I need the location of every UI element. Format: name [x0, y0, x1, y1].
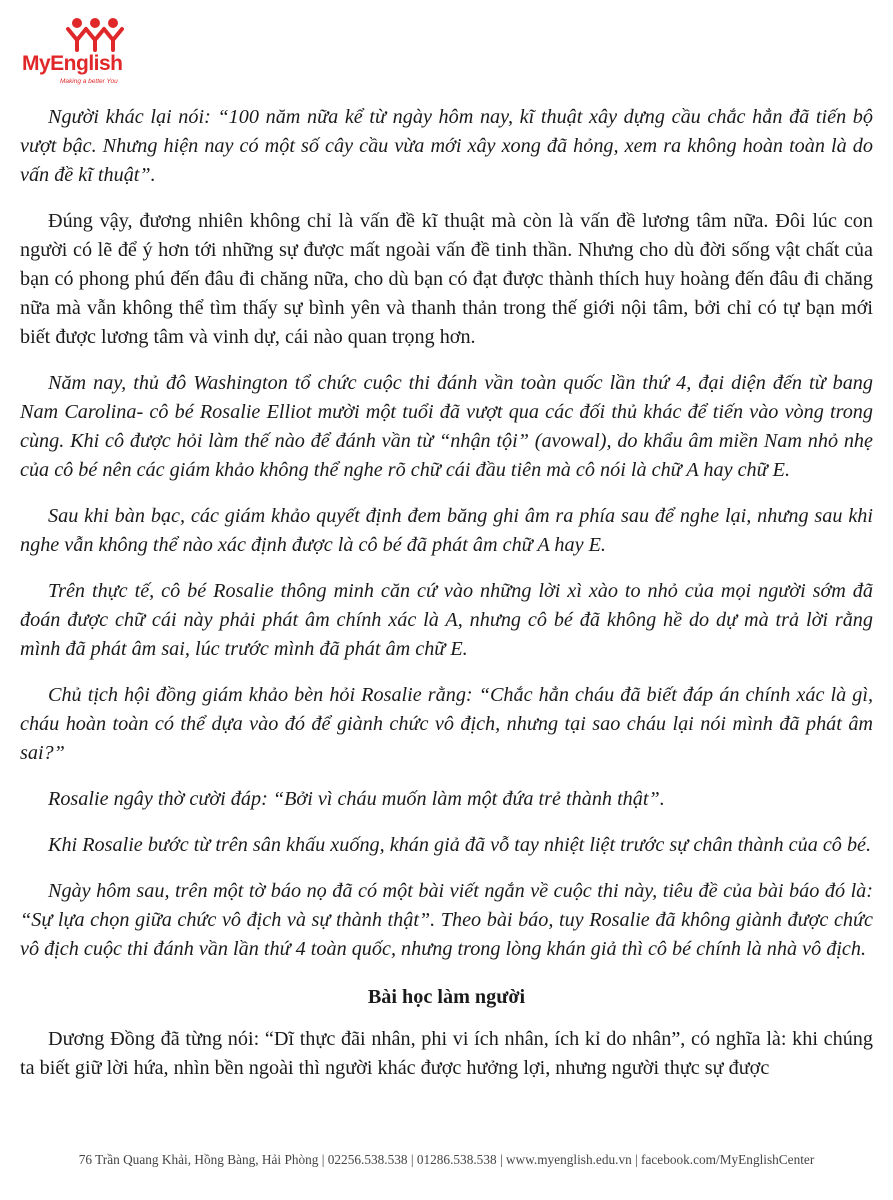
paragraph: Dương Đồng đã từng nói: “Dĩ thực đãi nhân, phi vi ích nhân, ích kỉ do nhân”, có nghĩa là: khi chúng ta biết giữ lời hứa, nhìn bền ngoài thì người khác được hưởng lợi, nhưng người thực sự được	[20, 1028, 873, 1079]
brand-tagline: Making a better You	[60, 78, 118, 85]
paragraph: Trên thực tế, cô bé Rosalie thông minh căn cứ vào những lời xì xào to nhỏ của mọi người sớm đã đoán được chữ cái này phải phát âm chính xác là A, nhưng cô bé đã không hề do dự mà trả lời rằng mình đã phát âm sai, lúc trước mình đã phát âm chữ E.	[20, 580, 873, 660]
paragraph: Khi Rosalie bước từ trên sân khấu xuống, khán giả đã vỗ tay nhiệt liệt trước sự chân thành của cô bé.	[48, 834, 872, 856]
paragraph: Đúng vậy, đương nhiên không chỉ là vấn đề kĩ thuật mà còn là vấn đề lương tâm nữa. Đôi lúc con người có lẽ để ý hơn tới những sự được mất ngoài vấn đề tinh thần. Nhưng cho dù đời sống vật chất của bạn có phong phú đến đâu đi chăng nữa, cho dù bạn có đạt được thành thích huy hoàng đến đâu đi chăng nữa mà vẫn không thể tìm thấy sự bình yên và thanh thản trong thế giới nội tâm, bởi chỉ có tự bạn mới biết được lương tâm và vinh dự, cái nào quan trọng hơn.	[20, 210, 873, 348]
section-heading: Bài học làm người	[367, 986, 526, 1008]
paragraph: Sau khi bàn bạc, các giám khảo quyết định đem băng ghi âm ra phía sau để nghe lại, nhưng sau khi nghe vẫn không thể nào xác định được là cô bé đã phát âm chữ A hay E.	[20, 505, 873, 556]
paragraph: Năm nay, thủ đô Washington tổ chức cuộc thi đánh vần toàn quốc lần thứ 4, đại diện đến từ bang Nam Carolina- cô bé Rosalie Elliot mười một tuổi đã vượt qua các đối thủ khác để tiến vào vòng trong cùng. Khi cô được hỏi làm thế nào để đánh vần từ “nhận tội” (avowal), do khẩu âm miền Nam nhỏ nhẹ của cô bé nên các giám khảo không thể nghe rõ chữ cái đầu tiên mà cô nói là chữ A hay chữ E.	[20, 372, 873, 481]
document-body	[20, 103, 873, 1100]
brand-name: MyEnglish	[22, 52, 123, 75]
paragraph: Người khác lại nói: “100 năm nữa kể từ ngày hôm nay, kĩ thuật xây dựng cầu chắc hẳn đã tiến bộ vượt bậc. Nhưng hiện nay có một số cây cầu vừa mới xây xong đã hỏng, xem ra không hoàn toàn là do vấn đề kĩ thuật”.	[20, 106, 873, 186]
paragraph: Ngày hôm sau, trên một tờ báo nọ đã có một bài viết ngắn về cuộc thi này, tiêu đề của bài báo đó là: “Sự lựa chọn giữa chức vô địch và sự thành thật”. Theo bài báo, tuy Rosalie đã không giành được chức vô địch cuộc thi đánh vần lần thứ 4 toàn quốc, nhưng trong lòng khán giả thì cô bé chính là nhà vô địch.	[20, 880, 873, 960]
page-footer: 76 Trần Quang Khải, Hồng Bàng, Hải Phòng | 02256.538.538 | 01286.538.538 | www.myenglish.edu.vn | facebook.com/MyEnglishCenter	[78, 1152, 815, 1167]
three-people-logo-icon	[66, 18, 124, 52]
paragraph: Rosalie ngây thờ cười đáp: “Bởi vì cháu muốn làm một đứa trẻ thành thật”.	[48, 788, 665, 810]
paragraph: Chủ tịch hội đồng giám khảo bèn hỏi Rosalie rằng: “Chắc hẳn cháu đã biết đáp án chính xác là gì, cháu hoàn toàn có thể dựa vào đó để giành chức vô địch, nhưng tại sao cháu lại nói mình đã phát âm sai?”	[20, 684, 873, 764]
brand-logo	[20, 18, 150, 90]
